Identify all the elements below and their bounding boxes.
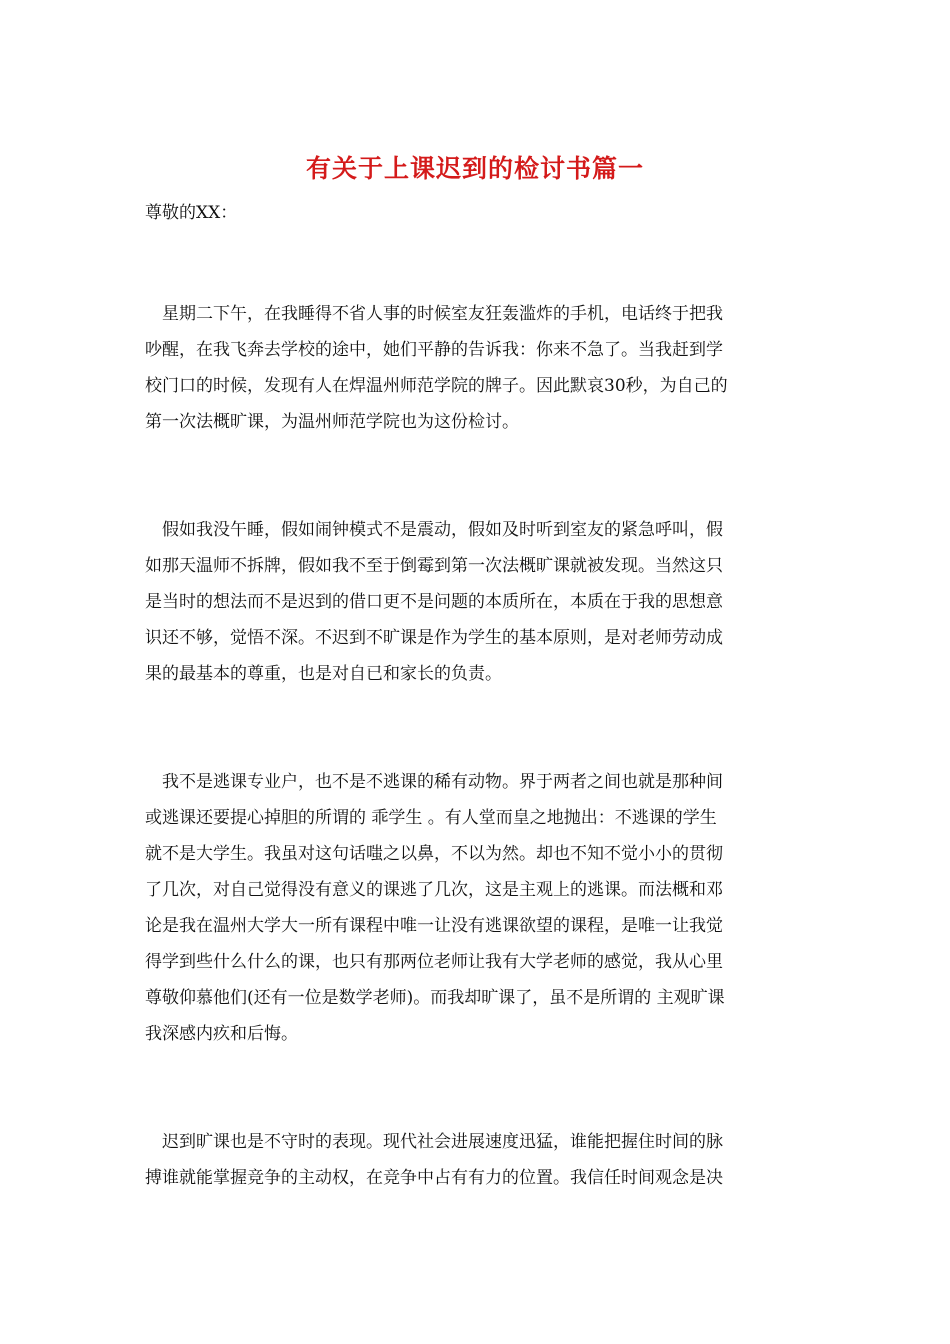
paragraph-1 — [145, 296, 817, 440]
paragraph-line: 第一次法概旷课，为温州师范学院也为这份检讨。 — [145, 412, 519, 432]
paragraph-line: 或逃课还要提心掉胆的所谓的 乖学生 。有人堂而皇之地抛出：不逃课的学生 — [145, 808, 717, 828]
paragraph-line: 识还不够，觉悟不深。不迟到不旷课是作为学生的基本原则，是对老师劳动成 — [145, 628, 723, 648]
paragraph-line: 搏谁就能掌握竞争的主动权，在竞争中占有有力的位置。我信任时间观念是决 — [145, 1168, 723, 1188]
paragraph-line: 了几次，对自己觉得没有意义的课逃了几次，这是主观上的逃课。而法概和邓 — [145, 880, 723, 900]
paragraph-line: 果的最基本的尊重，也是对自已和家长的负责。 — [145, 664, 502, 684]
paragraph-line: 假如我没午睡，假如闹钟模式不是震动，假如及时听到室友的紧急呼叫，假 — [145, 520, 723, 540]
paragraph-4 — [145, 1124, 817, 1196]
paragraph-line: 校门口的时候，发现有人在焊温州师范学院的牌子。因此默哀30秒，为自己的 — [145, 376, 728, 396]
paragraph-line: 得学到些什么什么的课，也只有那两位老师让我有大学老师的感觉，我从心里 — [145, 952, 723, 972]
paragraph-line: 我不是逃课专业户，也不是不逃课的稀有动物。界于两者之间也就是那种间 — [145, 772, 723, 792]
paragraph-line: 吵醒，在我飞奔去学校的途中，她们平静的告诉我：你来不急了。当我赶到学 — [145, 340, 723, 360]
paragraph-line: 星期二下午，在我睡得不省人事的时候室友狂轰滥炸的手机，电话终于把我 — [145, 304, 723, 324]
paragraph-3 — [145, 764, 817, 1052]
salutation: 尊敬的XX： — [145, 203, 238, 223]
paragraph-line: 论是我在温州大学大一所有课程中唯一让没有逃课欲望的课程，是唯一让我觉 — [145, 916, 723, 936]
paragraph-line: 是当时的想法而不是迟到的借口更不是问题的本质所在，本质在于我的思想意 — [145, 592, 723, 612]
paragraph-line: 尊敬仰慕他们(还有一位是数学老师)。而我却旷课了，虽不是所谓的 主观旷课 — [145, 988, 725, 1008]
paragraph-line: 我深感内疚和后悔。 — [145, 1024, 298, 1044]
paragraph-2 — [145, 512, 817, 692]
document-title: 有关于上课迟到的检讨书篇一 — [305, 154, 644, 183]
paragraph-line: 如那天温师不拆牌，假如我不至于倒霉到第一次法概旷课就被发现。当然这只 — [145, 556, 723, 576]
paragraph-line: 就不是大学生。我虽对这句话嗤之以鼻，不以为然。却也不知不觉小小的贯彻 — [145, 844, 723, 864]
paragraph-line: 迟到旷课也是不守时的表现。现代社会进展速度迅猛，谁能把握住时间的脉 — [145, 1132, 723, 1152]
